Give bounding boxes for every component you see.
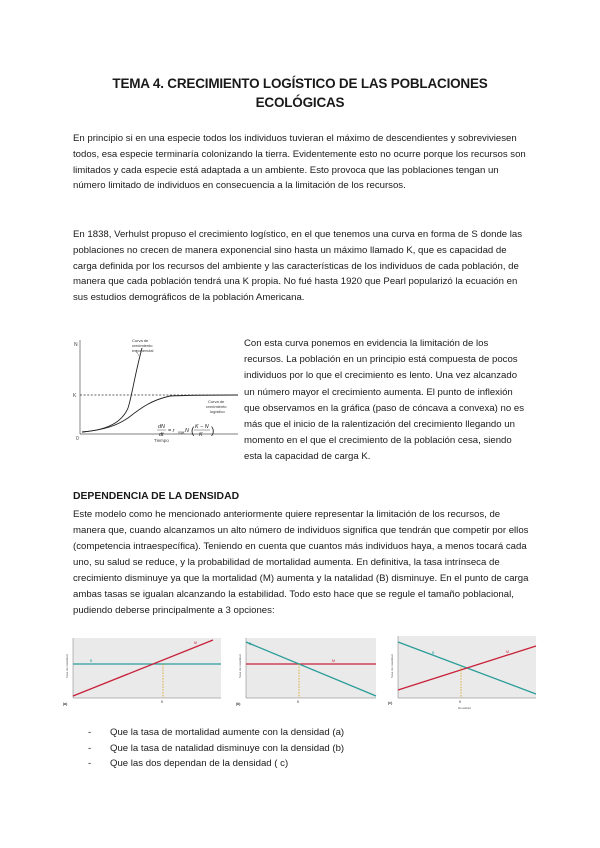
exp-curve-label-1: Curva de: [132, 338, 149, 343]
svg-text:(: (: [191, 426, 195, 437]
paragraph-curve-explanation: Con esta curva ponemos en evidencia la limitación de los recursos. La población en un principio está compuesta de pocos individuos por lo que el crecimiento es lento. Una vez alcanzado un número mayor el crecimiento aumenta. El punto de inflexión que observamos en la gráfica (paso de cóncava a convexa) no es más que el inicio de la ralentización del crecimiento llegando un momento en el que el crecimiento de la población cesa, siendo esta la capacidad de carga K.: [244, 338, 524, 463]
panel-a-bg: [73, 638, 221, 698]
regulation-options-list: [88, 725, 344, 772]
eq-dn: dN: [158, 424, 165, 430]
panel-b-bg: [246, 638, 376, 698]
eq-frac-den: K: [199, 432, 203, 438]
density-panel-b: [236, 634, 378, 710]
panel-c-x-label: Densidad: [458, 706, 471, 710]
eq-dt: dt: [159, 432, 164, 438]
panel-b-label: (b): [236, 702, 241, 706]
exp-curve-label-2: crecimiento: [132, 343, 153, 348]
panel-c-k-label: K: [459, 700, 462, 704]
panel-a-k-label: K: [161, 700, 164, 704]
log-curve-label-3: logístico: [210, 409, 225, 414]
k-axis-label: K: [73, 393, 77, 399]
panel-b-m-label: M: [332, 659, 335, 663]
eq-frac-num: K − N: [195, 424, 209, 430]
panel-b-b-label: B: [249, 642, 252, 646]
panel-b-k-label: K: [297, 700, 300, 704]
paragraph-verhulst: En 1838, Verhulst propuso el crecimiento logístico, en el que tenemos una curva en forma de S donde las poblaciones no crecen de manera exponencial sino hasta un máximo llamado K, que es capacidad de carga definida por los recursos del ambiente y las características de los individuos de cada población, de manera que cada población tendrá una K propia. No fué hasta 1920 que Pearl popularizó la ecuación en sus estudios demográficos de la población Americana.: [73, 229, 523, 304]
title-line-2: ECOLÓGICAS: [255, 95, 345, 110]
list-item: - Que la tasa de mortalidad aumente con la densidad (a): [88, 725, 344, 741]
section-heading-density: DEPENDENCIA DE LA DENSIDAD: [73, 491, 240, 502]
density-panel-a-svg: [63, 634, 223, 710]
logistic-equation: [157, 424, 214, 438]
panel-a-m-label: M: [194, 641, 197, 645]
exponential-curve: [82, 348, 142, 432]
eq-r-sub: máx: [178, 430, 185, 435]
panel-a-y-label: Tasa de natalidad: [65, 654, 69, 678]
panel-c-label: (c): [388, 701, 393, 705]
list-item: - Que la tasa de natalidad disminuye con la densidad (b): [88, 741, 344, 757]
y-axis-label: N: [74, 342, 78, 348]
density-panel-a: [63, 634, 223, 710]
paragraph-intro: En principio si en una especie todos los individuos tuvieran el máximo de descendientes y sobreviviesen todos, esa especie terminaría colonizando la tierra. Evidentemente esto no ocurre porque los recursos son limitados y cada especie está adaptada a un ambiente. Esto provoca que las poblaciones tengan un número limitado de individuos en consecuencia a la limitación de los recursos.: [73, 133, 526, 192]
svg-text:): ): [211, 426, 215, 437]
paragraph-density: Este modelo como he mencionado anteriormente quiere representar la limitación de los recursos, de manera que, cuando alcanzamos un alto número de individuos significa que tendrán que competir por ellos (competencia intraespecífica). Teniendo en cuenta que cuantos más individuos haya, a menos tocará cada uno, su salud se reduce, y la probabilidad de mortalidad aumenta. En definitiva, la tasa intrínseca de crecimiento disminuye ya que la mortalidad (M) aumenta y la natalidad (B) disminuye. En el punto de carga ambas tasas se igualan alcanzando la estabilidad. Todo esto hace que se regule el tamaño poblacional, pudiendo deberse principalmente a 3 opciones:: [73, 509, 529, 616]
document-title: [90, 74, 510, 112]
exp-curve-label-3: exponencial: [132, 348, 154, 353]
density-panel-c: [388, 632, 538, 712]
density-panel-b-svg: [236, 634, 378, 710]
panel-a-label: (a): [63, 702, 68, 706]
panel-c-b-label: B: [432, 651, 435, 655]
eq-r: = r: [168, 428, 175, 434]
x-axis-label: Tiempo: [154, 438, 169, 443]
density-panel-c-svg: [388, 632, 538, 712]
panel-c-m-label: M: [506, 650, 509, 654]
title-line-1: TEMA 4. CRECIMIENTO LOGÍSTICO DE LAS POBLACIONES: [112, 76, 488, 91]
list-item: - Que las dos dependan de la densidad ( c): [88, 756, 344, 772]
panel-c-y-label: Tasa de natalidad: [390, 654, 394, 678]
panel-b-y-label: Tasa de natalidad: [238, 654, 242, 678]
logistic-growth-figure: [70, 334, 242, 452]
log-curve-label-2: crecimiento: [206, 404, 227, 409]
panel-a-b-label: B: [90, 659, 93, 663]
origin-label: 0: [76, 436, 79, 442]
eq-n: N: [185, 428, 189, 434]
logistic-growth-svg: [70, 334, 242, 452]
panel-c-bg: [398, 636, 536, 698]
log-curve-label-1: Curva de: [208, 399, 225, 404]
